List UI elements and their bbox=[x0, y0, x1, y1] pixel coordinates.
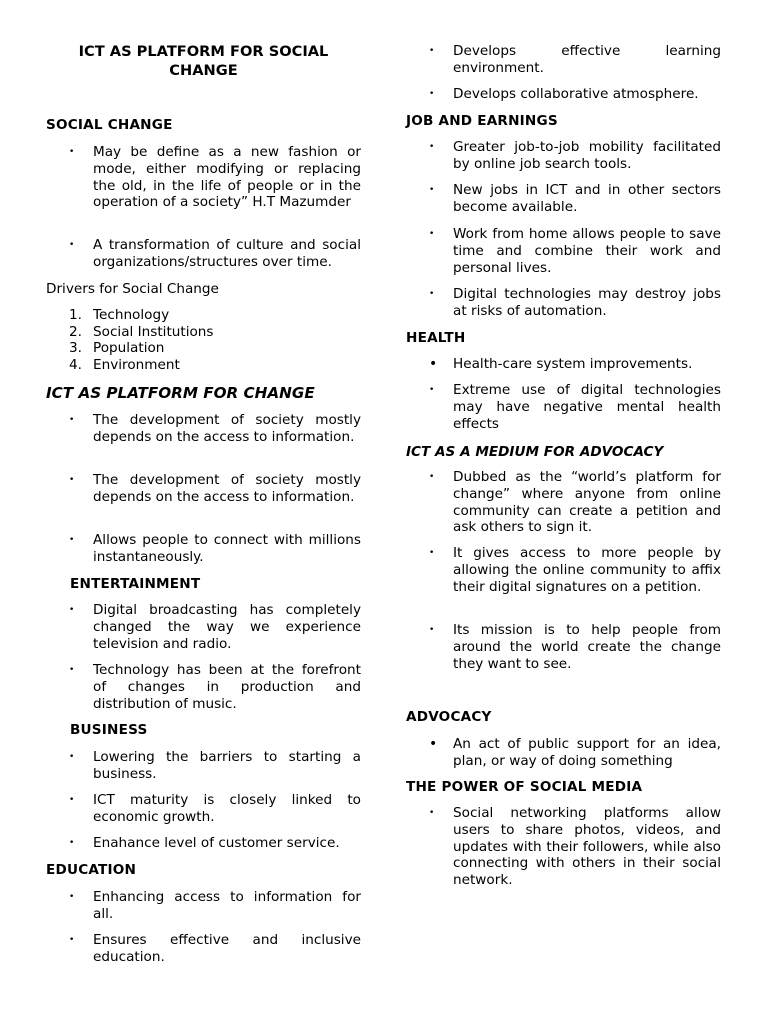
list-item: Enahance level of customer service. bbox=[93, 835, 340, 851]
list-item: ICT maturity is closely linked to economic growth. bbox=[93, 792, 361, 825]
bullet-icon: • bbox=[429, 46, 435, 56]
bullet-icon: • bbox=[69, 935, 75, 945]
list-item: Health-care system improvements. bbox=[453, 356, 693, 372]
list-item: Extreme use of digital technologies may have negative mental health effects bbox=[453, 382, 721, 432]
social-change-heading: SOCIAL CHANGE bbox=[46, 117, 173, 133]
bullet-icon: • bbox=[429, 89, 435, 99]
list-item: Lowering the barriers to starting a business. bbox=[93, 749, 361, 782]
bullet-icon: • bbox=[429, 736, 438, 752]
driver-item: Technology bbox=[93, 307, 170, 323]
business-heading: BUSINESS bbox=[70, 722, 148, 738]
jobs-heading: JOB AND EARNINGS bbox=[406, 113, 558, 129]
advocacy-medium-heading: ICT AS A MEDIUM FOR ADVOCACY bbox=[406, 444, 664, 460]
bullet-icon: • bbox=[69, 240, 75, 250]
list-item: Develops collaborative atmosphere. bbox=[453, 86, 699, 102]
bullet-icon: • bbox=[429, 356, 438, 372]
list-item: Allows people to connect with millions instantaneously. bbox=[93, 532, 361, 565]
list-item: An act of public support for an idea, plan, or way of doing something bbox=[453, 736, 721, 769]
list-item: Its mission is to help people from around the world create the change they want to see. bbox=[453, 622, 721, 672]
bullet-icon: • bbox=[429, 385, 435, 395]
bullet-icon: • bbox=[69, 475, 75, 485]
list-item: The development of society mostly depends on the access to information. bbox=[93, 412, 361, 445]
education-heading: EDUCATION bbox=[46, 862, 137, 878]
document-title: ICT AS PLATFORM FOR SOCIAL CHANGE bbox=[78, 43, 329, 79]
health-heading: HEALTH bbox=[406, 330, 466, 346]
list-item: Work from home allows people to save time and combine their work and personal lives. bbox=[453, 226, 721, 276]
bullet-icon: • bbox=[69, 147, 75, 157]
bullet-icon: • bbox=[69, 892, 75, 902]
bullet-icon: • bbox=[429, 625, 435, 635]
list-item: Enhancing access to information for all. bbox=[93, 889, 361, 922]
list-item: Greater job-to-job mobility facilitated by online job search tools. bbox=[453, 139, 721, 172]
list-number: 3. bbox=[69, 340, 82, 356]
list-item: Technology has been at the forefront of changes in production and distribution of music. bbox=[93, 662, 361, 712]
list-item: New jobs in ICT and in other sectors become available. bbox=[453, 182, 721, 215]
list-item: Dubbed as the “world’s platform for change” where anyone from online community can create a petition and ask others to sign it. bbox=[453, 469, 721, 536]
list-number: 2. bbox=[69, 324, 82, 340]
list-item: Ensures effective and inclusive education. bbox=[93, 932, 361, 965]
list-item: Develops effective learning environment. bbox=[453, 43, 721, 76]
list-item: A transformation of culture and social organizations/structures over time. bbox=[93, 237, 361, 270]
driver-item: Population bbox=[93, 340, 165, 356]
bullet-icon: • bbox=[69, 795, 75, 805]
bullet-icon: • bbox=[69, 665, 75, 675]
bullet-icon: • bbox=[429, 229, 435, 239]
bullet-icon: • bbox=[429, 142, 435, 152]
list-number: 4. bbox=[69, 357, 82, 373]
bullet-icon: • bbox=[429, 185, 435, 195]
bullet-icon: • bbox=[429, 808, 435, 818]
list-item: It gives access to more people by allowing the online community to affix their digital signatures on a petition. bbox=[453, 545, 721, 595]
bullet-icon: • bbox=[429, 548, 435, 558]
bullet-icon: • bbox=[69, 838, 75, 848]
bullet-icon: • bbox=[69, 752, 75, 762]
entertainment-heading: ENTERTAINMENT bbox=[70, 576, 201, 592]
bullet-icon: • bbox=[429, 289, 435, 299]
ict-platform-heading: ICT AS PLATFORM FOR CHANGE bbox=[46, 384, 315, 402]
list-item: Social networking platforms allow users to share photos, videos, and updates with their followers, while also connecting with others in their social network. bbox=[453, 805, 721, 889]
bullet-icon: • bbox=[429, 472, 435, 482]
drivers-label: Drivers for Social Change bbox=[46, 281, 219, 297]
bullet-icon: • bbox=[69, 605, 75, 615]
advocacy-heading: ADVOCACY bbox=[406, 709, 492, 725]
list-number: 1. bbox=[69, 307, 82, 323]
bullet-icon: • bbox=[69, 535, 75, 545]
list-item: May be define as a new fashion or mode, either modifying or replacing the old, in the life of people or in the operation of a society” H.T Mazumder bbox=[93, 144, 361, 211]
driver-item: Environment bbox=[93, 357, 180, 373]
list-item: The development of society mostly depends on the access to information. bbox=[93, 472, 361, 505]
social-media-heading: THE POWER OF SOCIAL MEDIA bbox=[406, 779, 643, 795]
driver-item: Social Institutions bbox=[93, 324, 214, 340]
list-item: Digital technologies may destroy jobs at risks of automation. bbox=[453, 286, 721, 319]
list-item: Digital broadcasting has completely changed the way we experience television and radio. bbox=[93, 602, 361, 652]
bullet-icon: • bbox=[69, 415, 75, 425]
